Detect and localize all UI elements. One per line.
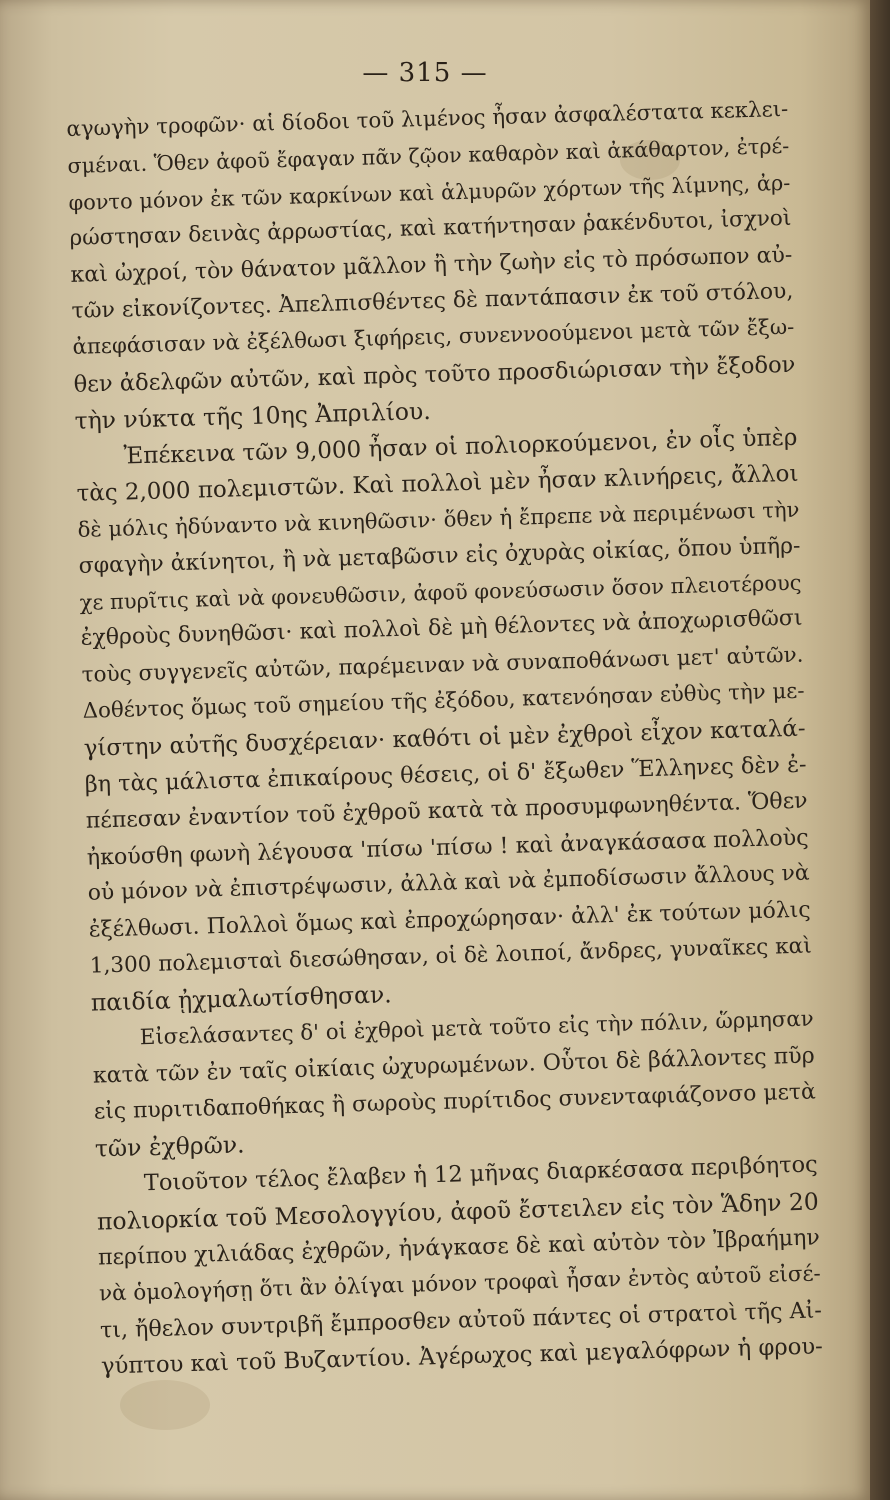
text-line: νὰ ὁμολογήσῃ ὅτι ἂν ὀλίγαι μόνον τροφαὶ ἦσαν ἐντὸς αὐτοῦ εἰσέ- (98, 1260, 822, 1307)
text-line: Ἐπέκεινα τῶν 9,000 ἦσαν οἱ πολιορκούμενοι, ἐν οἷς ὑπὲρ (123, 424, 798, 470)
text-line: ἐχθροὺς δυνηθῶσι· καὶ πολλοὶ δὲ μὴ θέλοντες νὰ ἀποχωρισθῶσι (80, 606, 803, 652)
text-line: τι, ἤθελον συντριβῆ ἔμπροσθεν αὐτοῦ πάντες οἱ στρατοὶ τῆς Αἰ- (99, 1297, 823, 1344)
text-line: καὶ ὠχροί, τὸν θάνατον μᾶλλον ἢ τὴν ζωὴν εἰς τὸ πρόσωπον αὐ- (70, 242, 793, 288)
text-line: φοντο μόνον ἐκ τῶν καρκίνων καὶ ἁλμυρῶν χόρτων τῆς λίμνης, ἀρ- (68, 170, 791, 215)
page-edge (870, 0, 890, 1500)
text-line: τῶν εἰκονίζοντες. Ἀπελπισθέντες δὲ παντάπασιν ἐκ τοῦ στόλου, (71, 278, 794, 324)
text-line: γίστην αὐτῆς δυσχέρειαν· καθότι οἱ μὲν ἐχθροὶ εἶχον καταλά- (83, 715, 806, 762)
text-line: εἰς πυριτιδαποθήκας ἢ σωροὺς πυρίτιδος συνενταφιάζονσο μετὰ (93, 1079, 816, 1125)
text-line: τῶν ἐχθρῶν. (94, 1130, 245, 1163)
text-line: τοὺς συγγενεῖς αὐτῶν, παρέμειναν νὰ συναποθάνωσι μετ' αὐτῶν. (81, 642, 804, 688)
text-line: τὴν νύκτα τῆς 10ης Ἀπριλίου. (74, 397, 432, 435)
text-line: Δοθέντος ὅμως τοῦ σημείου τῆς ἐξόδου, κατενόησαν εὐθὺς τὴν με- (82, 678, 805, 725)
text-line: τὰς 2,000 πολεμιστῶν. Καὶ πολλοὶ μὲν ἦσαν κλινήρεις, ἄλλοι (76, 460, 799, 507)
text-line: σφαγὴν ἀκίνητοι, ἢ νὰ μεταβῶσιν εἰς ὀχυρὰς οἰκίας, ὅπου ὑπῆρ- (78, 533, 801, 579)
body-text (66, 92, 823, 1385)
text-line: ἠκούσθη φωνὴ λέγουσα 'πίσω 'πίσω ! καὶ ἀναγκάσασα πολλοὺς (86, 824, 809, 871)
text-line: περίπου χιλιάδας ἐχθρῶν, ἠνάγκασε δὲ καὶ αὐτὸν τὸν Ἰβραήμην (97, 1224, 821, 1271)
text-line: Εἰσελάσαντες δ' οἱ ἐχθροὶ μετὰ τοῦτο εἰς τὴν πόλιν, ὥρμησαν (139, 1006, 814, 1051)
text-line: κατὰ τῶν ἐν ταῖς οἰκίαις ὠχυρωμένων. Οὗτοι δὲ βάλλοντες πῦρ (92, 1042, 816, 1089)
text-line: ἀπεφάσισαν νὰ ἐξέλθωσι ξιφήρεις, συνεννοούμενοι μετὰ τῶν ἔξω- (72, 315, 795, 361)
text-line: ἐξέλθωσι. Πολλοὶ ὅμως καὶ ἐπροχώρησαν· ἀλλ' ἐκ τούτων μόλις (88, 897, 811, 943)
text-line: πολιορκία τοῦ Μεσολογγίου, ἀφοῦ ἔστειλεν εἰς τὸν Ἅδην 20 (96, 1187, 820, 1236)
text-line: σμέναι. Ὅθεν ἀφοῦ ἔφαγαν πᾶν ζῷον καθαρὸν καὶ ἀκάθαρτον, ἐτρέ- (67, 134, 790, 179)
text-line: θεν ἀδελφῶν αὐτῶν, καὶ πρὸς τοῦτο προσδιώρισαν τὴν ἔξοδον (73, 351, 796, 398)
text-line: 1,300 πολεμισταὶ διεσώθησαν, οἱ δὲ λοιποί, ἄνδρες, γυναῖκες καὶ (89, 933, 812, 979)
text-line: παιδία ᾐχμαλωτίσθησαν. (90, 980, 393, 1018)
text-line: οὐ μόνον νὰ ἐπιστρέψωσιν, ἀλλὰ καὶ νὰ ἐμποδίσωσιν ἄλλους νὰ (87, 860, 810, 906)
text-line: βη τὰς μάλιστα ἐπικαίρους θέσεις, οἱ δ' ἔξωθεν Ἕλληνες δὲν ἐ- (84, 751, 807, 798)
text-line: γύπτου καὶ τοῦ Βυζαντίου. Ἀγέρωχος καὶ μεγαλόφρων ἡ φρου- (100, 1333, 824, 1380)
text-line: αγωγὴν τροφῶν· αἱ δίοδοι τοῦ λιμένος ἦσαν ἀσφαλέστατα κεκλει- (66, 96, 789, 142)
paper-stain (120, 1380, 210, 1430)
text-line: δὲ μόλις ἠδύναντο νὰ κινηθῶσιν· ὅθεν ἡ ἔπρεπε νὰ περιμένωσι τὴν (77, 496, 800, 543)
text-line: Τοιοῦτον τέλος ἔλαβεν ἡ 12 μῆνας διαρκέσασα περιβόητος (143, 1151, 819, 1197)
text-line: ρώστησαν δεινὰς ἀρρωστίας, καὶ κατήντησαν ῥακένδυτοι, ἰσχνοὶ (69, 205, 792, 252)
text-line: πέπεσαν ἐναντίον τοῦ ἐχθροῦ κατὰ τὰ προσυμφωνηθέντα. Ὅθεν (85, 787, 808, 835)
page-number: — 315 — (362, 58, 488, 88)
text-line: χε πυρῖτις καὶ νὰ φονευθῶσιν, ἀφοῦ φονεύσωσιν ὅσον πλειοτέρους (79, 570, 802, 615)
